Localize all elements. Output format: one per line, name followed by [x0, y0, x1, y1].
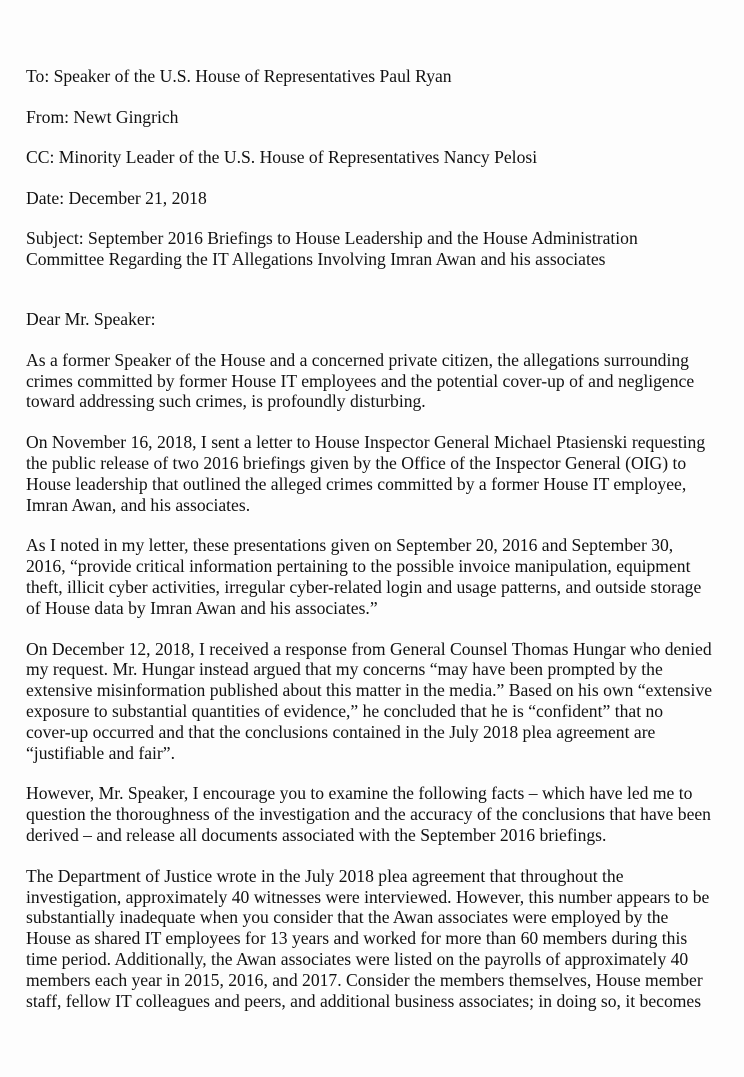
- text-line: extensive misinformation published about this matter in the media.” Based on his own “extensive: [26, 680, 713, 701]
- paragraph-4: [26, 639, 722, 764]
- subject-line: Subject: September 2016 Briefings to House Leadership and the House Administration: [26, 228, 638, 248]
- text-line: investigation, approximately 40 witnesses were interviewed. However, this number appears to be: [26, 886, 710, 907]
- text-line: the public release of two 2016 briefings given by the Office of the Inspector General (OIG) to: [26, 452, 687, 473]
- paragraph-2: [26, 432, 722, 515]
- memo-subject: [26, 228, 722, 269]
- text-line: my request. Mr. Hungar instead argued that my concerns “may have been prompted by the: [26, 659, 663, 680]
- text-line: As a former Speaker of the House and a concerned private citizen, the allegations surrounding: [26, 349, 689, 370]
- text-line: However, Mr. Speaker, I encourage you to examine the following facts – which have led me to: [26, 783, 693, 804]
- memo-from: From: Newt Gingrich: [26, 106, 179, 127]
- text-line: substantially inadequate when you consider that the Awan associates were employed by the: [26, 907, 669, 928]
- text-line: question the thoroughness of the investigation and the accuracy of the conclusions that have been: [26, 804, 711, 825]
- text-line: The Department of Justice wrote in the July 2018 plea agreement that throughout the: [26, 865, 624, 886]
- salutation: Dear Mr. Speaker:: [26, 309, 156, 329]
- text-line: staff, fellow IT colleagues and peers, and additional business associates; in doing so, it becomes: [26, 990, 702, 1011]
- text-line: House as shared IT employees for 13 years and worked for more than 60 members during this: [26, 928, 688, 949]
- text-line: As I noted in my letter, these presentations given on September 20, 2016 and September 30,: [26, 535, 674, 556]
- text-line: On December 12, 2018, I received a response from General Counsel Thomas Hungar who denied: [26, 638, 712, 659]
- text-line: time period. Additionally, the Awan associates were listed on the payrolls of approximately 40: [26, 948, 689, 969]
- text-line: theft, illicit cyber activities, irregular cyber-related login and usage patterns, and outside storage: [26, 576, 702, 597]
- text-line: exposure to substantial quantities of evidence,” he concluded that he is “confident” that no: [26, 700, 664, 721]
- paragraph-1: [26, 350, 722, 412]
- paragraph-6: [26, 866, 722, 1012]
- text-line: 2016, “provide critical information pertaining to the possible invoice manipulation, equipment: [26, 556, 691, 577]
- text-line: crimes committed by former House IT employees and the potential cover-up of and negligence: [26, 370, 695, 391]
- paragraph-5: [26, 783, 722, 845]
- text-line: Imran Awan, and his associates.: [26, 494, 251, 515]
- memo-cc: CC: Minority Leader of the U.S. House of Representatives Nancy Pelosi: [26, 147, 538, 167]
- text-line: of House data by Imran Awan and his associates.”: [26, 597, 378, 618]
- memo-date: Date: December 21, 2018: [26, 187, 207, 208]
- text-line: House leadership that outlined the alleged crimes committed by a former House IT employee,: [26, 473, 687, 494]
- text-line: members each year in 2015, 2016, and 2017. Consider the members themselves, House member: [26, 969, 703, 990]
- memo-to: To: Speaker of the U.S. House of Representatives Paul Ryan: [26, 66, 452, 86]
- text-line: cover-up occurred and that the conclusions contained in the July 2018 plea agreement are: [26, 721, 656, 742]
- text-line: derived – and release all documents associated with the September 2016 briefings.: [26, 824, 607, 845]
- text-line: On November 16, 2018, I sent a letter to House Inspector General Michael Ptasienski requesting: [26, 432, 706, 453]
- paragraph-3: [26, 535, 722, 618]
- subject-line: Committee Regarding the IT Allegations Involving Imran Awan and his associates: [26, 248, 606, 269]
- text-line: toward addressing such crimes, is profoundly disturbing.: [26, 391, 426, 412]
- text-line: “justifiable and fair”.: [26, 742, 175, 763]
